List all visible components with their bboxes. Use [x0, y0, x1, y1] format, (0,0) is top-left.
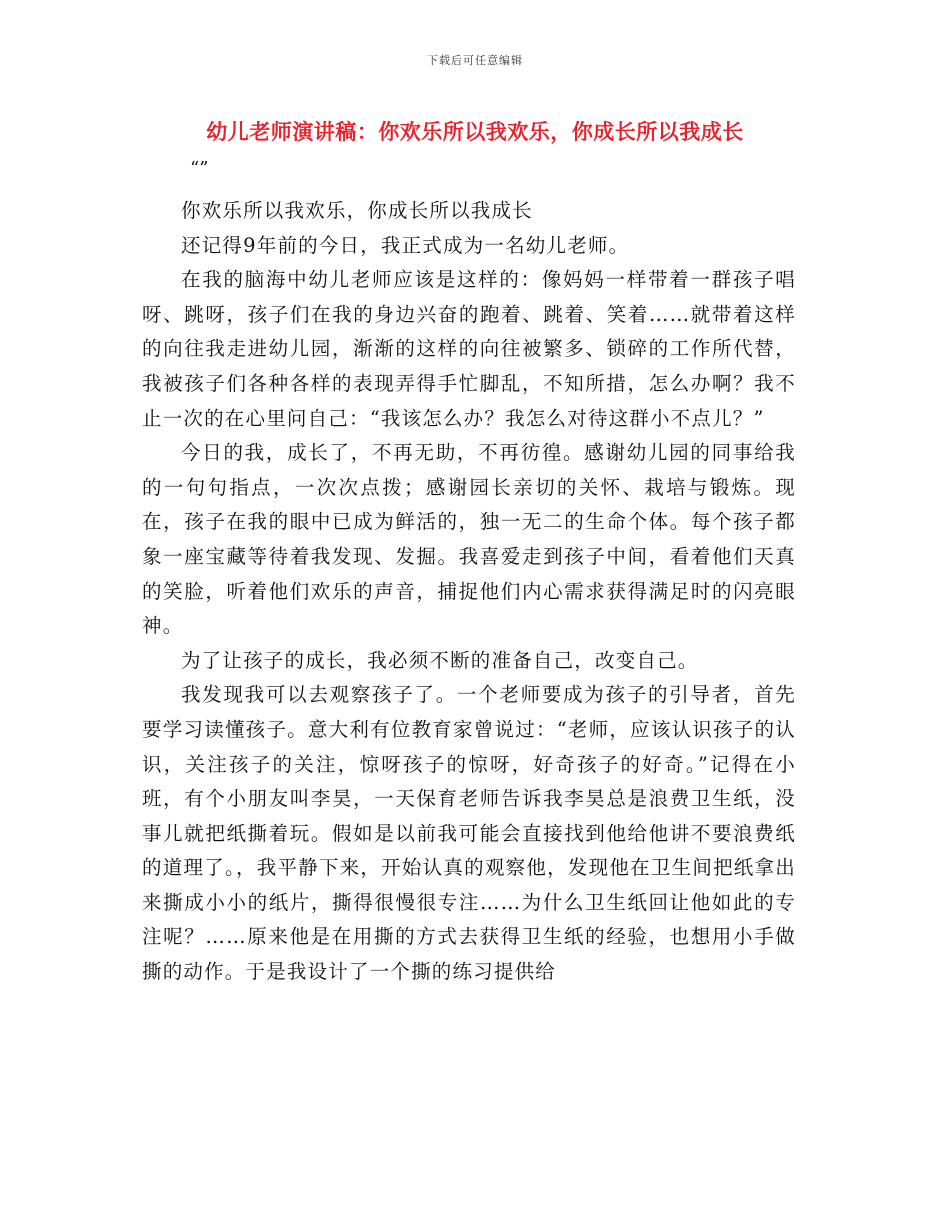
page-header: 下载后可任意编辑 — [427, 54, 523, 67]
paragraph: 我发现我可以去观察孩子了。一个老师要成为孩子的引导者，首先要学习读懂孩子。意大利有位教育家曾说过：“老师，应该认识孩子的认识，关注孩子的关注，惊呀孩子的惊呀，好奇孩子的好奇。”记得在小班，有个小朋友叫李昊，一天保育老师告诉我李昊总是浪费卫生纸，没事儿就把纸撕着玩。假如是以前我可能会直接找到他给他讲不要浪费纸的道理了。，我平静下来，开始认真的观察他，发现他在卫生间把纸拿出来撕成小小的纸片，撕得很慢很专注……为什么卫生纸回让他如此的专注呢？……原来他是在用撕的方式去获得卫生纸的经验，也想用小手做撕的动作。于是我设计了一个撕的练习提供给 — [142, 683, 796, 984]
paragraph: 在我的脑海中幼儿老师应该是这样的：像妈妈一样带着一群孩子唱呀、跳呀，孩子们在我的身边兴奋的跑着、跳着、笑着……就带着这样的向往我走进幼儿园，渐渐的这样的向往被繁多、锁碎的工作所代替，我被孩子们各种各样的表现弄得手忙脚乱，不知所措，怎么办啊？我不止一次的在心里问自己：“我该怎么办？我怎么对待这群小不点儿？” — [142, 268, 796, 430]
document-title: 幼儿老师演讲稿：你欢乐所以我欢乐，你成长所以我成长 — [206, 119, 744, 144]
quote-mark: “” — [190, 158, 209, 179]
paragraph: 今日的我，成长了，不再无助，不再彷徨。感谢幼儿园的同事给我的一句句指点，一次次点拨；感谢园长亲切的关怀、栽培与锻炼。现在，孩子在我的眼中已成为鲜活的，独一无二的生命个体。每个孩子都象一座宝藏等待着我发现、发掘。我喜爱走到孩子中间，看着他们天真的笑脸，听着他们欢乐的声音，捕捉他们内心需求获得满足时的闪亮眼神。 — [142, 441, 796, 638]
document-body — [142, 194, 796, 990]
paragraph: 为了让孩子的成长，我必须不断的准备自己，改变自己。 — [181, 648, 699, 672]
paragraph-subtitle: 你欢乐所以我欢乐，你成长所以我成长 — [181, 199, 533, 222]
paragraph: 还记得9年前的今日，我正式成为一名幼儿老师。 — [181, 233, 630, 257]
